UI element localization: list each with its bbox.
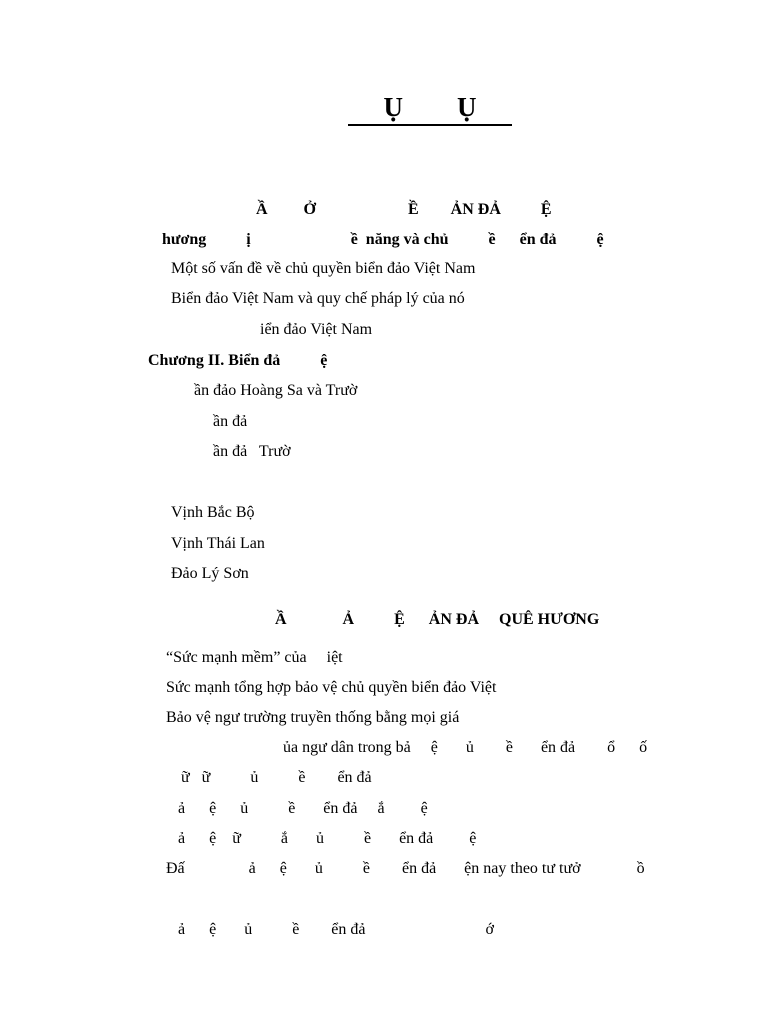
toc-entry: Vịnh Bắc Bộ [171,504,255,521]
toc-entry: Đấ ả ệ ủ ề ển đả ện nay theo tư tưở ồ [166,860,645,877]
toc-entry: “Sức mạnh mềm” của iệt [166,649,343,666]
toc-entry: Bảo vệ ngư trường truyền thống bằng mọi giá [166,709,460,726]
toc-entry: Biển đảo Việt Nam và quy chế pháp lý của nó [171,290,465,307]
chapter-heading: Ầ Ở Ề ẢN ĐẢ Ệ [256,201,552,218]
toc-entry: ả ệ ủ ề ển đả ắ ệ [178,800,428,817]
toc-entry: Sức mạnh tổng hợp bảo vệ chủ quyền biển đảo Việt [166,679,497,696]
toc-entry: ần đả Trườ [213,443,291,460]
toc-entry: ủa ngư dân trong bả ệ ủ ề ển đả ổ ố [283,739,648,756]
toc-entry: ữ ữ ủ ề ển đả [181,769,372,786]
toc-entry: ần đảo Hoàng Sa và Trườ [194,382,358,399]
toc-entry: Vịnh Thái Lan [171,535,265,552]
chapter-heading: Chương II. Biển đả ệ [148,352,328,369]
toc-entry: Một số vấn đề về chủ quyền biển đảo Việt Nam [171,260,476,277]
document-title: Ụ Ụ [348,90,512,126]
toc-entry: hương ị ề năng và chủ ề ển đả ệ [162,231,604,248]
toc-entry: ần đả [213,413,248,430]
chapter-heading: Ầ Ả Ệ ẢN ĐẢ QUÊ HƯƠNG [275,611,600,628]
toc-entry: Đảo Lý Sơn [171,565,249,582]
toc-entry: iển đảo Việt Nam [260,321,373,338]
toc-entry: ả ệ ữ ắ ủ ề ển đả ệ [178,830,477,847]
toc-entry: ả ệ ủ ề ển đả ớ [178,921,494,938]
